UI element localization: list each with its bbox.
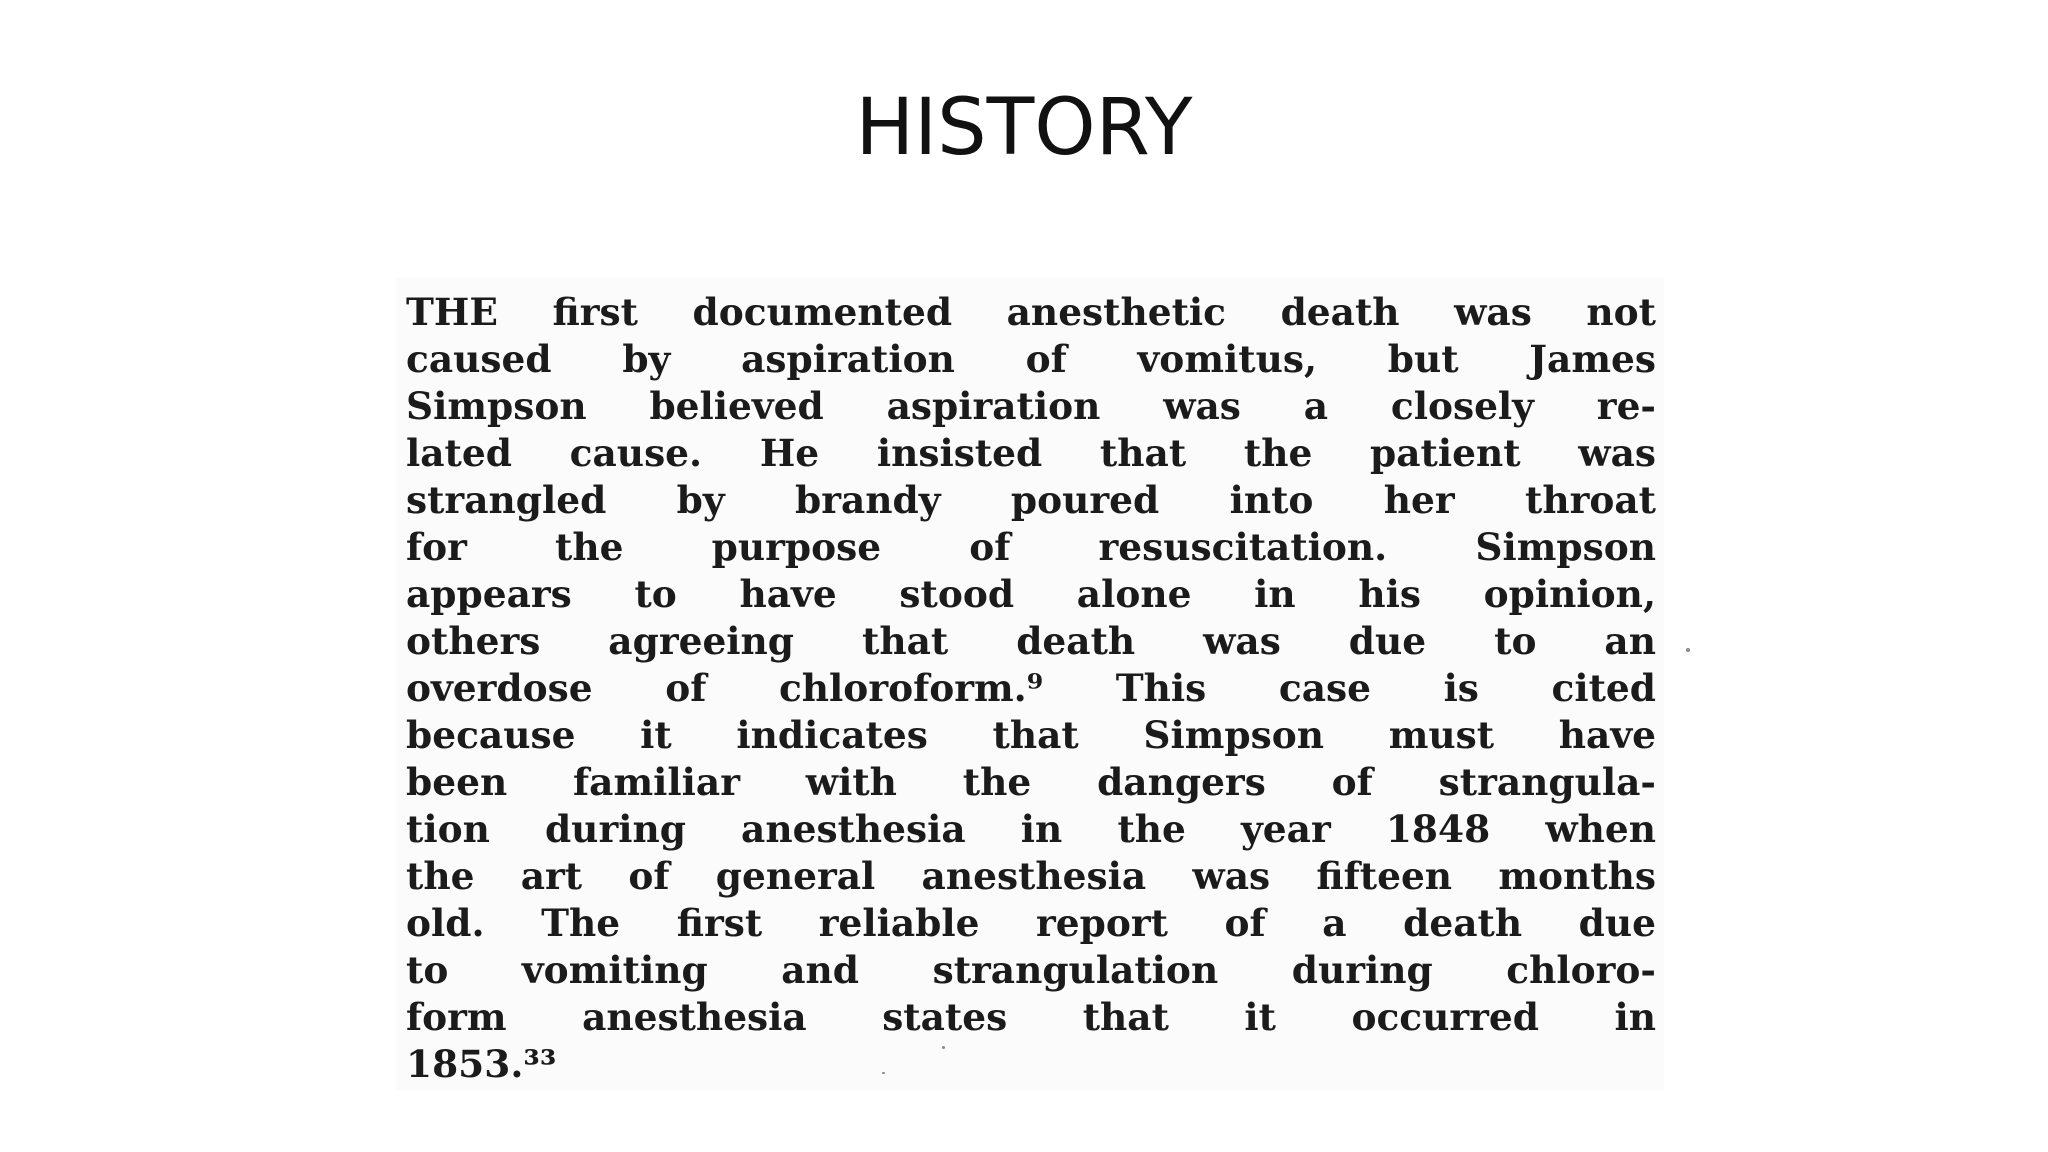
excerpt-line: strangled by brandy poured into her throat: [406, 478, 1656, 522]
scan-speck: [1686, 648, 1690, 652]
excerpt-line: caused by aspiration of vomitus, but James: [406, 337, 1656, 381]
excerpt-line: because it indicates that Simpson must have: [406, 713, 1656, 757]
excerpt-line: for the purpose of resuscitation. Simpson: [406, 525, 1656, 569]
excerpt-line: Simpson believed aspiration was a closely re-: [406, 384, 1656, 428]
scan-speck: [942, 1046, 945, 1049]
excerpt-line: THE first documented anesthetic death was not: [406, 290, 1656, 334]
scan-speck: [882, 1072, 885, 1074]
excerpt-line: old. The first reliable report of a death due: [406, 901, 1656, 945]
excerpt-line: tion during anesthesia in the year 1848 when: [406, 807, 1656, 851]
slide-title: HISTORY: [855, 83, 1193, 173]
excerpt-line: overdose of chloroform.⁹ This case is cited: [406, 666, 1656, 710]
excerpt-line: appears to have stood alone in his opinion,: [406, 572, 1656, 616]
excerpt-line: lated cause. He insisted that the patient was: [406, 431, 1656, 475]
excerpt-line: to vomiting and strangulation during chloro-: [406, 948, 1656, 992]
excerpt-line: been familiar with the dangers of strangula-: [406, 760, 1656, 804]
excerpt-line: 1853.³³: [406, 1042, 557, 1086]
excerpt-line: others agreeing that death was due to an: [406, 619, 1656, 663]
excerpt-line: form anesthesia states that it occurred in: [406, 995, 1656, 1039]
excerpt-line: the art of general anesthesia was fifteen months: [406, 854, 1656, 898]
scanned-text-excerpt: [396, 278, 1664, 1090]
